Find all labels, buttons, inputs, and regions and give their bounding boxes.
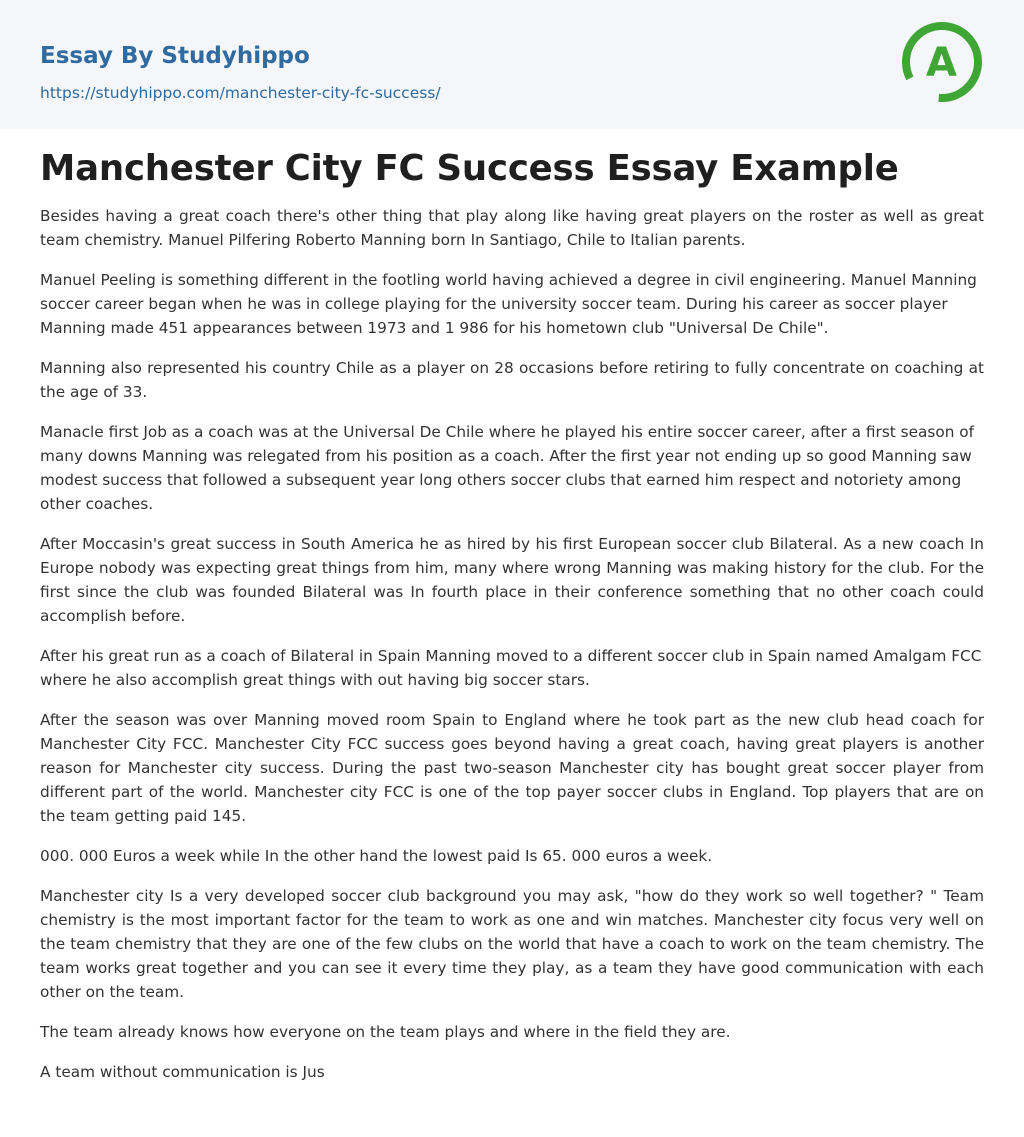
paragraph-3: Manning also represented his country Chile as a player on 28 occasions before retiring to fully concentrate on coaching at the age of 33.: [40, 359, 984, 401]
paragraph-4: Manacle first Job as a coach was at the Universal De Chile where he played his entire soccer career, after a first season of many downs Manning was relegated from his position as a coach. After the first year not ending up so good Manning saw modest success that followed a subsequent year long others soccer clubs that earned him respect and notoriety among other coaches.: [40, 423, 975, 513]
paragraph-1: Besides having a great coach there's other thing that play along like having great players on the roster as well as great team chemistry. Manuel Pilfering Roberto Manning born In Santiago, Chile to Italian parents.: [40, 207, 984, 249]
paragraph-10: The team already knows how everyone on the team plays and where in the field they are.: [40, 1023, 731, 1041]
brand-title[interactable]: Essay By Studyhippo: [40, 43, 310, 69]
paragraph-6: After his great run as a coach of Bilateral in Spain Manning moved to a different soccer club in Spain named Amalgam FCC where he also accomplish great things with out having big soccer stars.: [40, 647, 982, 689]
page-title: Manchester City FC Success Essay Example: [40, 148, 899, 189]
studyhippo-logo-icon[interactable]: [900, 20, 984, 104]
logo-letter: A: [926, 40, 957, 86]
paragraph-5: After Moccasin's great success in South America he as hired by his first European soccer club Bilateral. As a new coach In Europe nobody was expecting great things from him, many where wrong Manning was making history for the club. For the first since the club was founded Bilateral was In fourth place in their conference something that no other coach could accomplish before.: [40, 535, 984, 625]
source-url-link[interactable]: https://studyhippo.com/manchester-city-fc-success/: [40, 84, 441, 102]
paragraph-7: After the season was over Manning moved room Spain to England where he took part as the new club head coach for Manchester City FCC. Manchester City FCC success goes beyond having a great coach, having great players is another reason for Manchester city success. During the past two-season Manchester city has bought great soccer player from different part of the world. Manchester city FCC is one of the top payer soccer clubs in England. Top players that are on the team getting paid 145.: [40, 711, 984, 825]
paragraph-2: Manuel Peeling is something different in the footling world having achieved a degree in civil engineering. Manuel Manning soccer career began when he was in college playing for the university soccer team. During his career as soccer player Manning made 451 appearances between 1973 and 1 986 for his hometown club "Universal De Chile".: [40, 271, 977, 337]
article: [0, 148, 1024, 1084]
paragraph-8: 000. 000 Euros a week while In the other hand the lowest paid Is 65. 000 euros a week.: [40, 847, 713, 865]
site-header: [0, 0, 1024, 129]
paragraph-11: A team without communication is Jus: [40, 1063, 325, 1081]
paragraph-9: Manchester city Is a very developed soccer club background you may ask, "how do they work so well together? " Team chemistry is the most important factor for the team to work as one and win matches. Manchester city focus very well on the team chemistry that they are one of the few clubs on the world that have a coach to work on the team chemistry. The team works great together and you can see it every time they play, as a team they have good communication with each other on the team.: [40, 887, 984, 1001]
